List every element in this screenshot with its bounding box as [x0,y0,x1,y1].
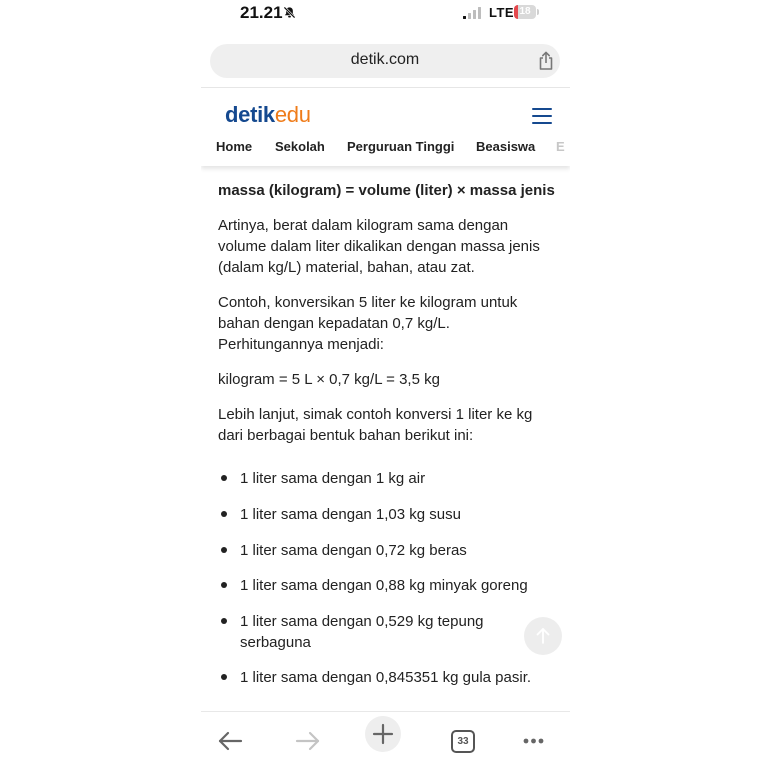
tab-count: 33 [451,730,475,753]
more-options-button[interactable] [517,720,557,760]
list-item-text: 1 liter sama dengan 0,529 kg tepung serbaguna [240,613,484,651]
list-item-text: 1 liter sama dengan 0,72 kg beras [240,542,467,559]
plus-icon [365,716,401,752]
nav-perguruan-tinggi[interactable]: Perguruan Tinggi [347,139,455,154]
forward-button[interactable] [288,720,328,760]
formula-heading: massa (kilogram) = volume (liter) × massa jenis [218,182,555,199]
bullet-dot [221,674,227,680]
paragraph: Contoh, konversikan 5 liter ke kilogram untuk bahan dengan kepadatan 0,7 kg/L. Perhitungannya menjadi: [218,294,518,353]
list-item-text: 1 liter sama dengan 0,88 kg minyak goreng [240,577,528,594]
arrow-up-icon [535,627,551,645]
battery-icon [514,5,540,19]
browser-toolbar [201,711,570,770]
logo-secondary-text: edu [274,102,311,127]
bullet-dot [221,511,227,517]
list-item-text: 1 liter sama dengan 1 kg air [240,470,426,487]
tabs-button[interactable] [442,720,482,760]
silent-bell-icon [283,6,296,19]
battery-percent: 18 [519,6,531,17]
list-item-text: 1 liter sama dengan 1,03 kg susu [240,506,461,523]
nav-home[interactable]: Home [216,139,253,154]
scroll-to-top-button[interactable] [524,617,562,655]
list-item-text: 1 liter sama dengan 0,845351 kg gula pasir. [240,669,532,686]
new-tab-button[interactable] [365,716,401,752]
arrow-right-icon [288,720,328,760]
paragraph: Artinya, berat dalam kilogram sama dengan volume dalam liter dikalikan dengan massa jenis (dalam kg/L) material, bahan, atau zat. [218,217,540,276]
bullet-dot [221,475,227,481]
back-button[interactable] [210,720,250,760]
bullet-dot [221,547,227,553]
arrow-left-icon [210,720,250,760]
url-text[interactable]: detik.com [350,51,420,68]
address-bar[interactable] [210,44,560,78]
share-icon[interactable] [537,51,555,71]
logo-primary-text: detik [225,102,275,127]
site-header [201,88,570,166]
status-bar [201,0,570,28]
phone-screen [201,0,570,770]
nav-sekolah[interactable]: Sekolah [275,139,325,154]
bullet-dot [221,618,227,624]
hamburger-menu-icon[interactable] [532,107,554,125]
paragraph: kilogram = 5 L × 0,7 kg/L = 3,5 kg [218,371,440,388]
signal-strength-icon [463,7,483,19]
nav-more-item[interactable]: E [556,139,565,154]
detikedu-logo[interactable] [225,102,311,128]
paragraph: Lebih lanjut, simak contoh konversi 1 liter ke kg dari berbagai bentuk bahan berikut ini: [218,406,533,444]
bullet-dot [221,582,227,588]
status-time: 21.21 [240,3,283,22]
nav-beasiswa[interactable]: Beasiswa [476,139,536,154]
network-type: LTE [489,5,515,20]
more-dots-icon [517,720,557,760]
